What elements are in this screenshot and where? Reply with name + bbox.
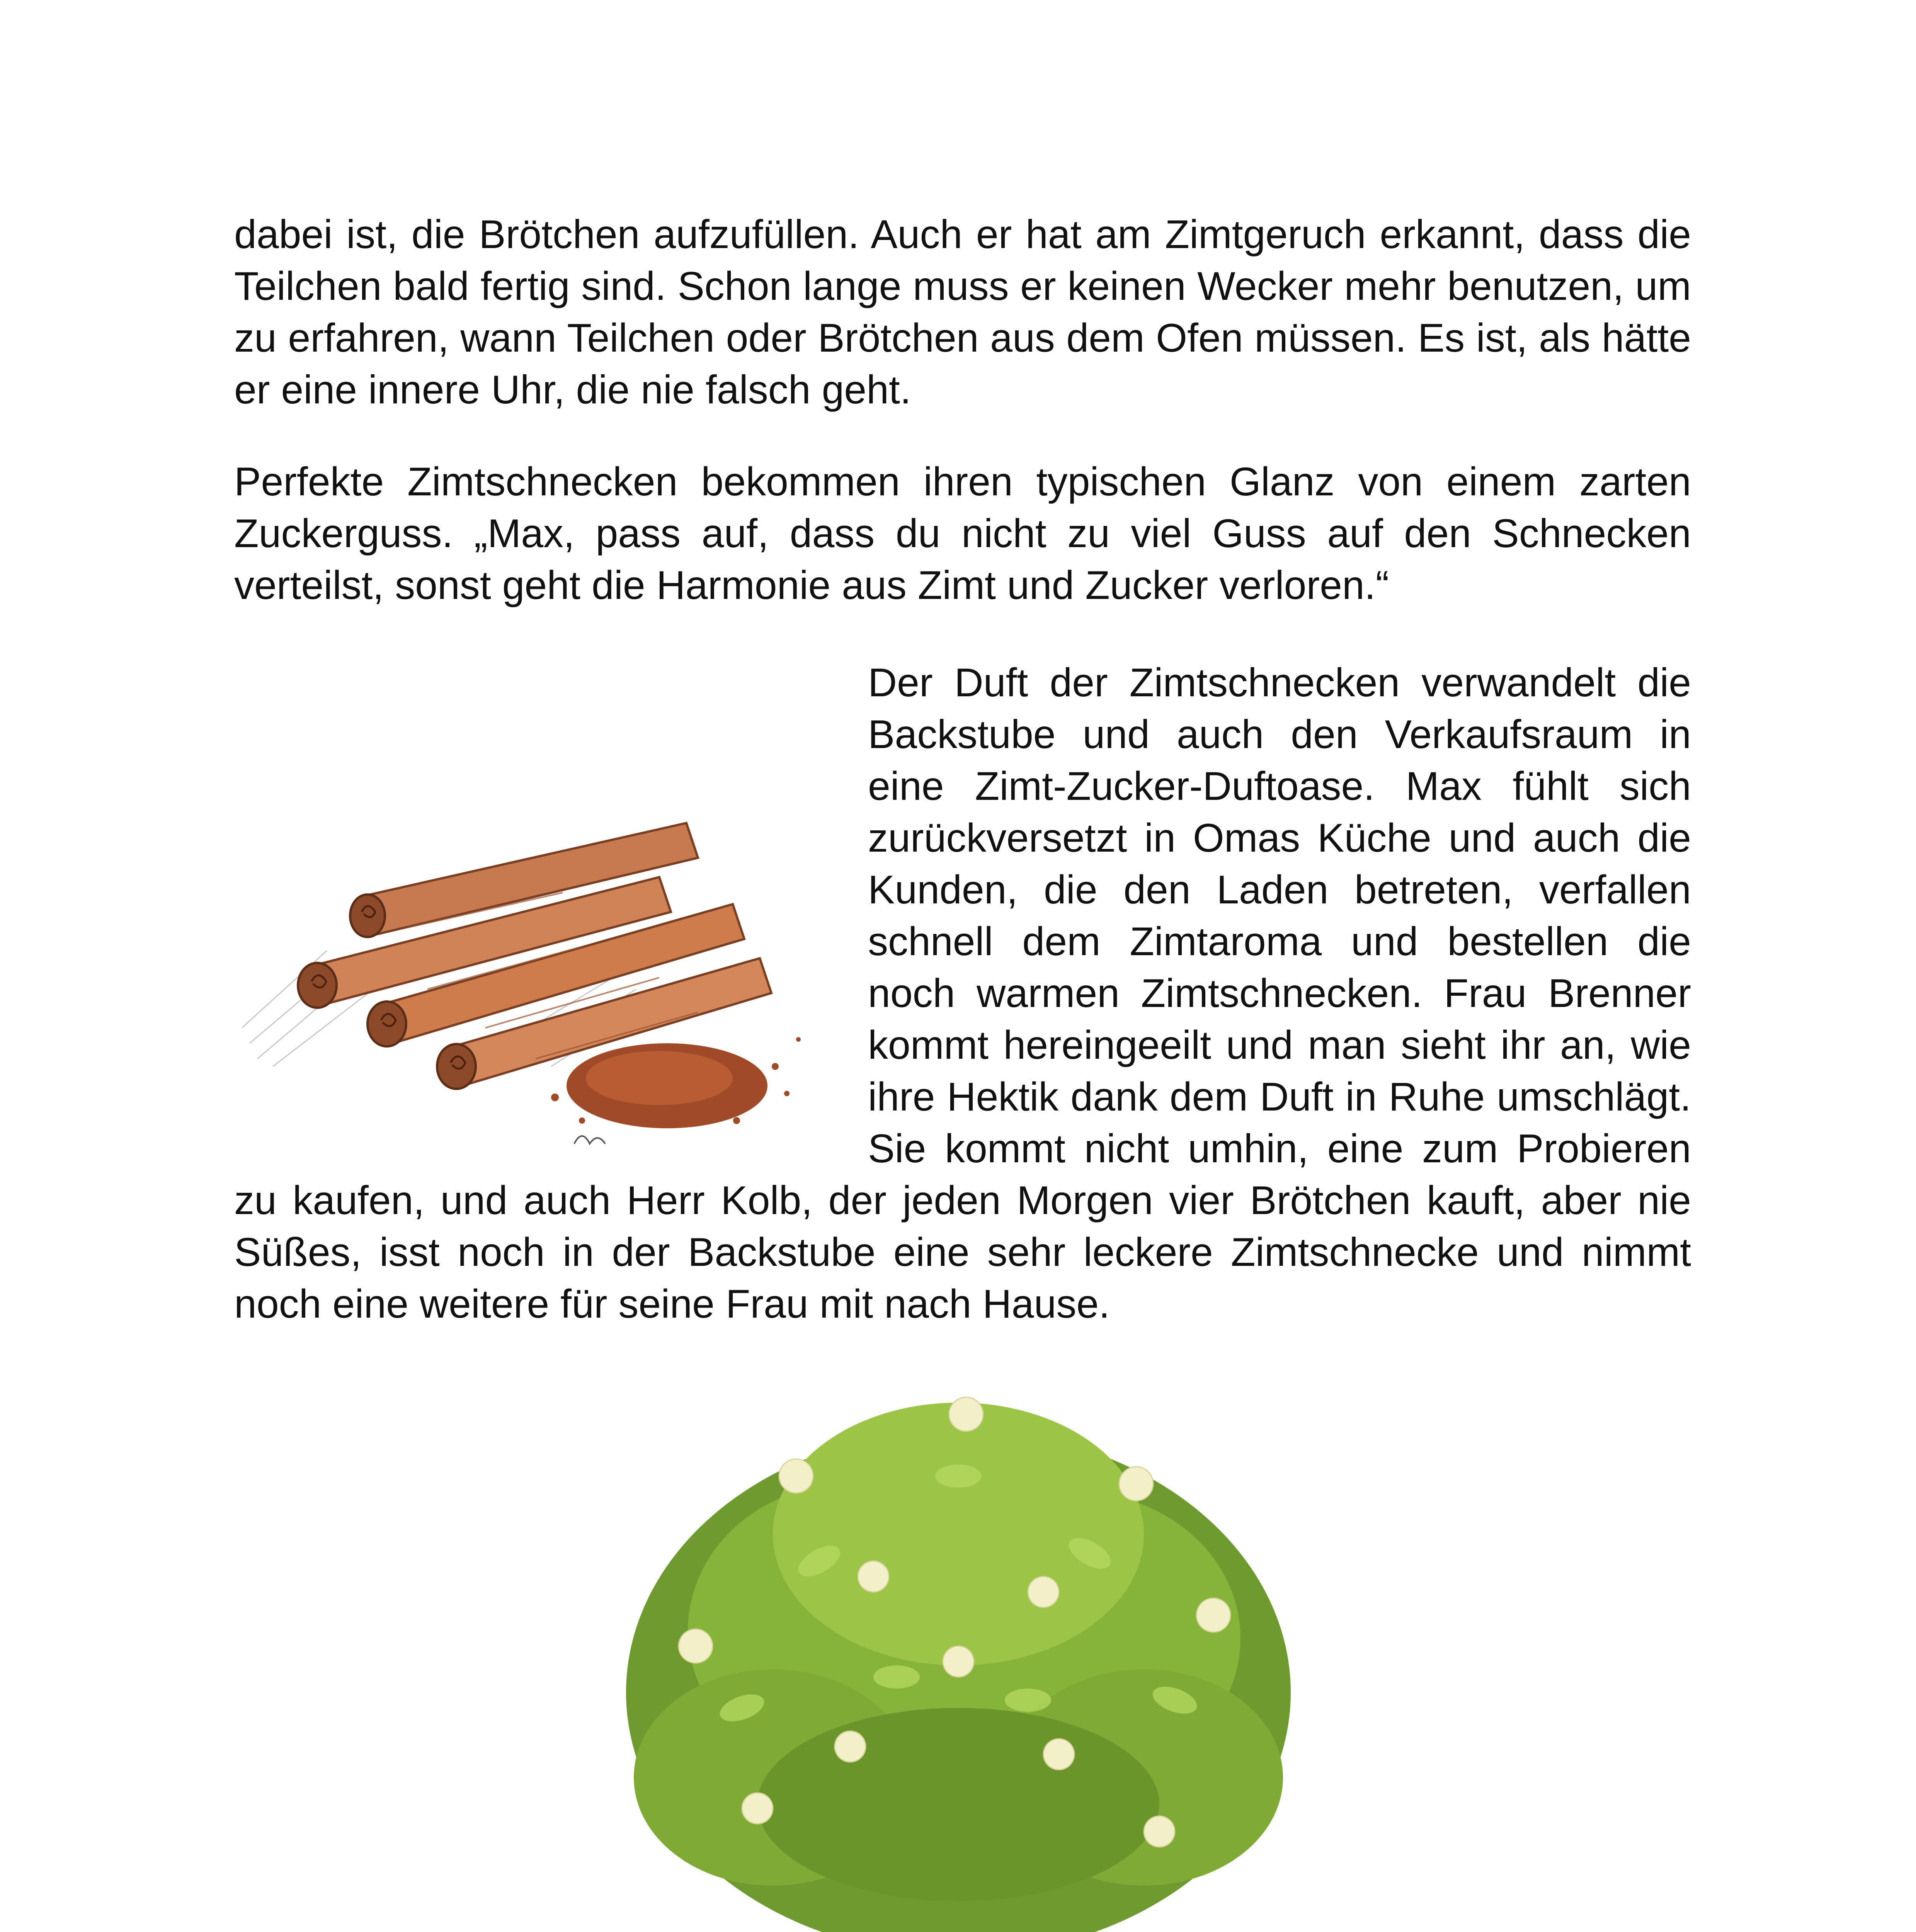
paragraph-scent-block xyxy=(234,657,1691,1330)
paragraph-scent: Der Duft der Zimtschnecken verwandelt die Backstube und auch den Verkaufsraum in eine Zimt-Zucker-Duftoase. Max fühlt sich zurückversetzt in Omas Küche und auch die Kunden, die den Laden betreten, verfallen schnell dem Zimtaroma und bestellen die noch warmen Zimtschnecken. Frau Brenner kommt hereingeeilt und man sieht ihr an, wie ihre Hektik dank dem Duft in Ruhe umschlägt. Sie kommt nicht umhin, eine zum Probieren zu kaufen, und auch Herr Kolb, der jeden Morgen vier Brötchen kauft, aber nie Süßes, isst noch in der Backstube eine sehr leckere Zimtschnecke und nimmt noch eine weitere für seine Frau mit nach Hause. xyxy=(234,660,1691,1327)
paragraph-baker-intuition: dabei ist, die Brötchen aufzufüllen. Auch er hat am Zimtgeruch erkannt, dass die Teilchen bald fertig sind. Schon lange muss er keinen Wecker mehr benutzen, um zu erfahren, wann Teilchen oder Brötchen aus dem Ofen müssen. Es ist, als hätte er eine innere Uhr, die nie falsch geht. xyxy=(234,212,1691,412)
cinnamon-sticks-illustration xyxy=(234,657,853,1167)
cinnamon-tree-illustration xyxy=(580,1360,1337,1932)
paragraph-glaze: Perfekte Zimtschnecken bekommen ihren typischen Glanz von einem zarten Zuckerguss. „Max, pass auf, dass du nicht zu viel Guss auf den Schnecken verteilst, sonst geht die Harmonie aus Zimt und Zucker verloren.“ xyxy=(234,459,1691,608)
